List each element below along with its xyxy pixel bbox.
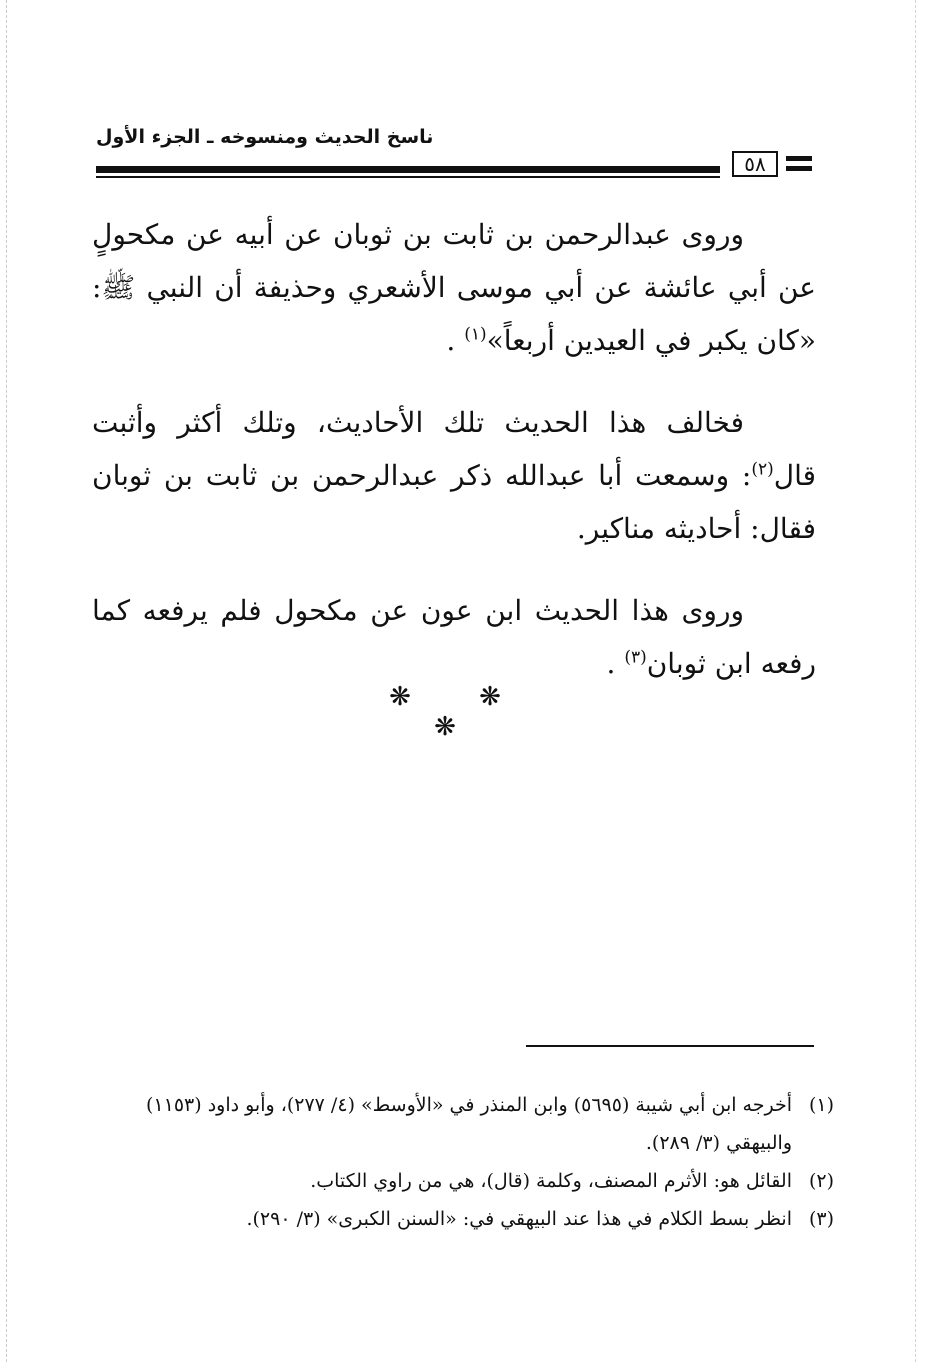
section-separator: ❋ ❋ ❋: [389, 682, 531, 742]
footnote-3-number: (٣): [808, 1208, 834, 1230]
footnote-ref-3[interactable]: (٣): [624, 647, 647, 668]
footnote-ref-1[interactable]: (١): [464, 324, 487, 345]
footnote-1-number: (١): [808, 1094, 834, 1116]
page-number: ٥٨: [732, 151, 778, 177]
paragraph-3-text: وروى هذا الحديث ابن عون عن مكحول فلم يرفعه كما رفعه ابن ثوبان: [92, 594, 816, 680]
footnotes: [100, 1086, 834, 1238]
footnote-2: [100, 1162, 834, 1200]
header-rule-thick: [96, 166, 720, 173]
paragraph-3-tail: .: [606, 647, 625, 680]
footnote-3-text: انظر بسط الكلام في هذا عند البيهقي في: «السنن الكبرى» (٣/ ٢٩٠).: [246, 1208, 792, 1230]
footnote-1-text: أخرجه ابن أبي شيبة (٥٦٩٥) وابن المنذر في «الأوسط» (٤/ ٢٧٧)، وأبو داود (١١٥٣) والبيهقي (٣/ ٢٨٩).: [146, 1094, 792, 1154]
paragraph-2: [92, 396, 816, 555]
main-text: [92, 208, 816, 719]
scan-edge-left: [6, 0, 7, 1362]
footnote-2-number: (٢): [808, 1170, 834, 1192]
paragraph-2-tail: : وسمعت أبا عبدالله ذكر عبدالرحمن بن ثابت بن ثوبان فقال: أحاديثه مناكير.: [92, 459, 816, 545]
running-head-title: ناسخ الحديث ومنسوخه ـ الجزء الأول: [96, 126, 434, 148]
footnote-2-text: القائل هو: الأثرم المصنف، وكلمة (قال)، هي من راوي الكتاب.: [310, 1170, 792, 1192]
scan-edge-right: [915, 0, 916, 1362]
paragraph-3: [92, 584, 816, 690]
header-rule-thin: [96, 176, 720, 178]
footnote-rule: [526, 1045, 814, 1047]
footnote-3: [100, 1200, 834, 1238]
footnote-1: [100, 1086, 834, 1162]
header-end-mark-top: [786, 156, 812, 161]
header-end-mark-bottom: [786, 166, 812, 171]
footnote-ref-2[interactable]: (٢): [751, 459, 774, 480]
paragraph-1-tail: .: [446, 324, 465, 357]
paragraph-1: [92, 208, 816, 367]
paragraph-2-text: فخالف هذا الحديث تلك الأحاديث، وتلك أكثر وأثبت قال: [92, 406, 816, 492]
running-head: [96, 126, 812, 156]
paragraph-1-text: وروى عبدالرحمن بن ثابت بن ثوبان عن أبيه عن مكحولٍ عن أبي عائشة عن أبي موسى الأشعري وحذيفة أن النبي ﷺ: «كان يكبر في العيدين أربعاً»: [92, 218, 816, 357]
